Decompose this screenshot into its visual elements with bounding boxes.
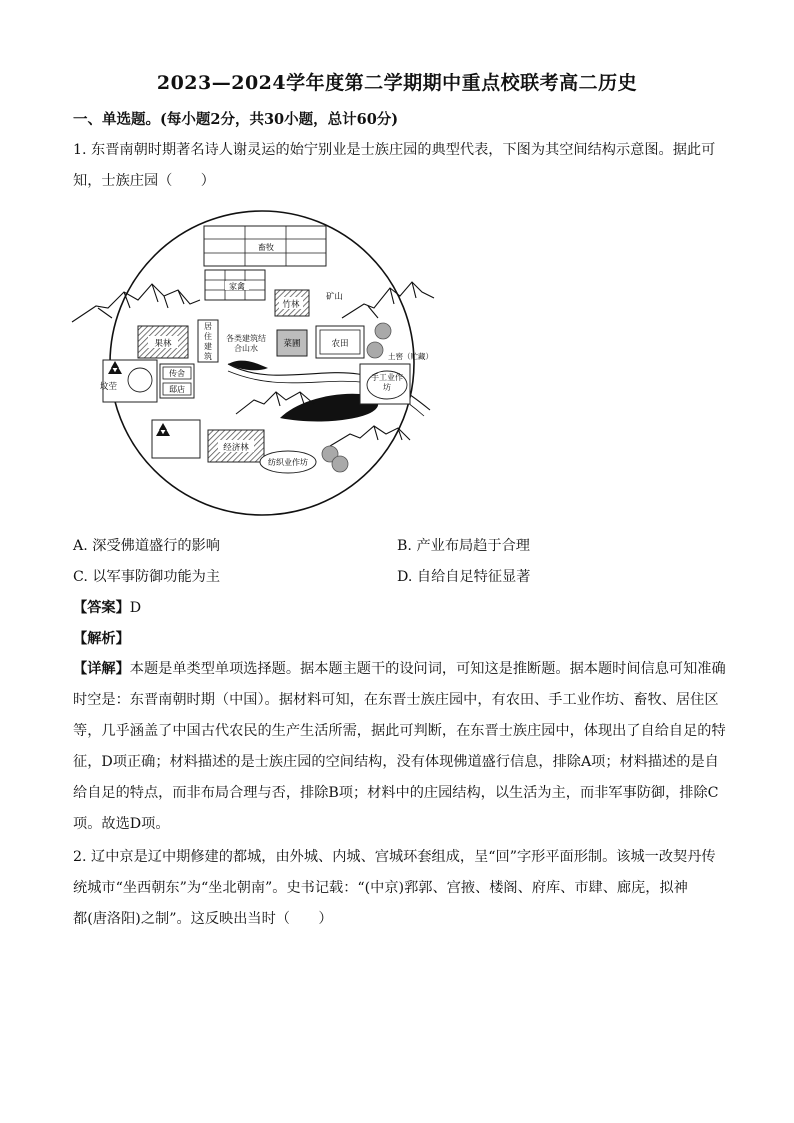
handicraft-label: 手工业作坊 bbox=[371, 373, 403, 392]
residence-area bbox=[198, 320, 218, 362]
detail-label: 【详解】 bbox=[73, 661, 130, 677]
mountain-lower-right bbox=[330, 426, 410, 446]
lodge-inn-area bbox=[160, 364, 194, 398]
q2-line-1: 2. 辽中京是辽中期修建的都城，由外城、内城、宫城环套组成，呈“回”字形平面形制。该城一改契丹传 bbox=[73, 849, 716, 865]
tomb-area bbox=[100, 360, 157, 402]
option-c: C. 以军事防御功能为主 bbox=[73, 569, 221, 585]
residence-label: 居住建筑 bbox=[204, 322, 212, 361]
q1-stem-line-2: 知，士族庄园（ ） bbox=[73, 173, 215, 189]
detail-line-3: 等，几乎涵盖了中国古代农民的生产生活所需，据此可判断，在东晋士族庄园中，体现出了自给自足的特 bbox=[73, 723, 726, 739]
orchard-label: 果林 bbox=[154, 339, 172, 349]
farmland-area bbox=[316, 326, 364, 358]
detail-line-5: 给自足的特点，而非布局合理与否，排除B项；材料中的庄园结构，以生活为主，而非军事防御，排除C bbox=[73, 785, 719, 801]
inn-label: 邸店 bbox=[169, 385, 185, 394]
kiln-icon bbox=[367, 342, 383, 358]
q2-line-2: 统城市“坐西朝东”为“坐北朝南”。史书记载：“(中京)郛郭、宫掖、楼阁、府库、市肆、廊庑，拟神 bbox=[73, 880, 688, 896]
livestock-area bbox=[204, 226, 326, 266]
textile-label: 纺织业作坊 bbox=[268, 458, 308, 467]
livestock-label: 畜牧 bbox=[258, 243, 274, 252]
poultry-area bbox=[205, 270, 265, 300]
kiln-label: 土窖（贮藏） bbox=[388, 352, 433, 361]
q1-detail bbox=[73, 654, 733, 840]
mountain-left bbox=[72, 284, 200, 322]
option-b: B. 产业布局趋于合理 bbox=[397, 538, 530, 554]
answer-line bbox=[73, 597, 141, 617]
analysis-label: 【解析】 bbox=[73, 631, 130, 647]
option-d: D. 自给自足特征显著 bbox=[397, 569, 531, 585]
mountain-right bbox=[342, 282, 434, 318]
buildings-label: 各类建筑结合山水 bbox=[226, 334, 266, 353]
farmland-label: 农田 bbox=[331, 339, 349, 349]
section-heading: 一、单选题。(每小题2分，共30小题，总计60分) bbox=[73, 111, 399, 128]
lodge-label: 传舍 bbox=[169, 369, 185, 378]
page-title: 2023—2024学年度第二学期期中重点校联考高二历史 bbox=[156, 72, 638, 94]
option-a: A. 深受佛道盛行的影响 bbox=[73, 538, 220, 554]
q1-stem-line-1: 1. 东晋南朝时期著名诗人谢灵运的始宁别业是士族庄园的典型代表，下图为其空间结构示意图。据此可 bbox=[73, 142, 716, 158]
river bbox=[228, 361, 268, 371]
detail-line-1: 【详解】本题是单类型单项选择题。据本题主题干的设问词，可知这是推断题。据本题时间信息可知准确 bbox=[73, 661, 726, 677]
kiln-icon bbox=[332, 456, 348, 472]
handicraft-area bbox=[360, 364, 410, 404]
estate-diagram bbox=[68, 196, 448, 531]
poultry-label: 家禽 bbox=[229, 282, 245, 291]
bamboo-label: 竹林 bbox=[282, 300, 300, 310]
economic-forest-label: 经济林 bbox=[223, 443, 249, 453]
economic-forest-area bbox=[208, 430, 264, 462]
tomb-label: 坟茔 bbox=[100, 382, 118, 392]
detail-line-4: 征，D项正确；材料描述的是士族庄园的空间结构，没有体现佛道盛行信息，排除A项；材料描述的是自 bbox=[73, 754, 719, 770]
kiln-icon bbox=[375, 323, 391, 339]
orchard-area bbox=[138, 326, 188, 358]
detail-line-2: 时空是：东晋南朝时期（中国）。据材料可知，在东晋士族庄园中，有农田、手工业作坊、畜牧、居住区 bbox=[73, 692, 719, 708]
q2-line-3: 都(唐洛阳)之制”。这反映出当时（ ） bbox=[73, 911, 333, 927]
bamboo-area bbox=[275, 290, 309, 316]
answer-label: 【答案】 bbox=[73, 600, 130, 616]
q1-stem bbox=[73, 135, 723, 197]
vegetable-area bbox=[277, 330, 307, 356]
tomb-area-lower bbox=[152, 420, 200, 458]
vegetable-label: 菜圃 bbox=[283, 339, 301, 349]
mine-label: 矿山 bbox=[326, 292, 344, 302]
answer-value: D bbox=[129, 600, 142, 616]
textile-area bbox=[260, 451, 316, 473]
q2-stem bbox=[73, 842, 733, 935]
detail-line-6: 项。故选D项。 bbox=[73, 816, 170, 832]
